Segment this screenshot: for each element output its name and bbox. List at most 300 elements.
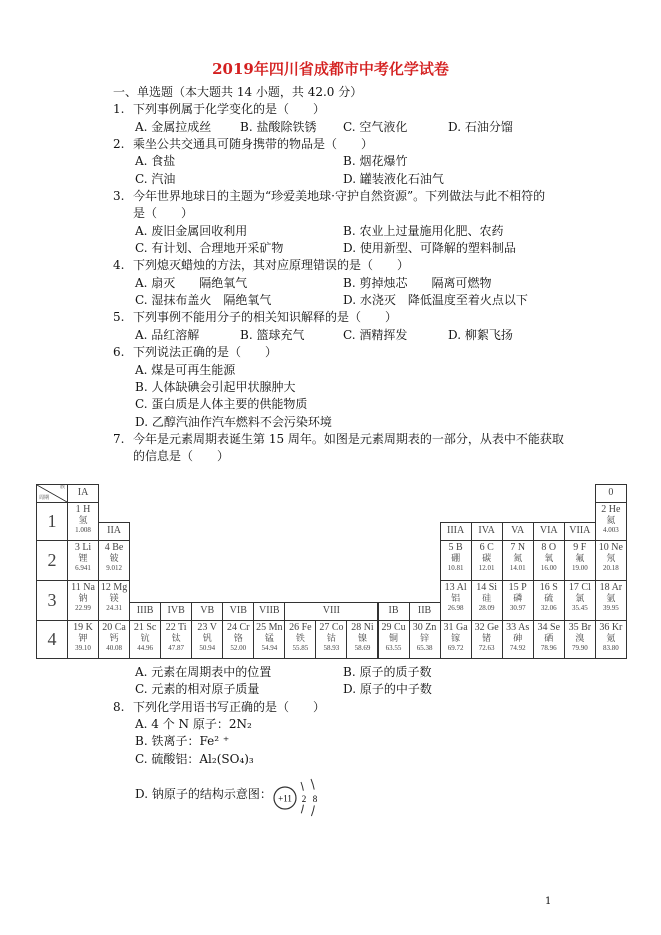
element-number-symbol [534, 622, 564, 633]
group-label: VIII [322, 605, 341, 616]
element-symbol: Br [581, 622, 592, 633]
element-name: 钒 [202, 633, 212, 643]
element-name: 氮 [513, 553, 523, 563]
element-symbol: He [608, 504, 621, 515]
atomic-mass: 14.01 [509, 564, 526, 572]
question-7 [113, 431, 573, 448]
element-cell [440, 620, 472, 659]
element-number-symbol [130, 622, 160, 633]
element-cell [564, 580, 596, 621]
group-label: IIIA [447, 525, 465, 536]
corner-cell [36, 484, 68, 503]
element-number-symbol [472, 622, 502, 633]
element-name: 钪 [140, 633, 150, 643]
element-symbol: P [521, 582, 527, 593]
question-number: 4. [113, 258, 125, 273]
element-number-symbol [192, 622, 222, 633]
element-symbol: S [552, 582, 558, 593]
element-cell [98, 620, 130, 659]
atomic-number: 32 [474, 622, 485, 633]
element-symbol: Sc [146, 622, 157, 633]
element-name: 镍 [357, 633, 367, 643]
element-cell [533, 580, 565, 621]
element-cell [595, 620, 627, 659]
element-number-symbol [68, 542, 98, 553]
element-cell [502, 620, 534, 659]
element-symbol: Ge [487, 622, 499, 633]
atomic-mass: 83.80 [602, 644, 619, 652]
element-number-symbol [596, 542, 626, 553]
element-symbol: Co [331, 622, 344, 633]
question-number: 3. [113, 189, 125, 204]
element-symbol: Mn [268, 622, 283, 633]
element-name: 钾 [78, 633, 88, 643]
element-symbol: N [517, 542, 526, 553]
atomic-mass: 50.94 [199, 644, 216, 652]
atomic-mass: 65.38 [416, 644, 433, 652]
group-header [284, 602, 378, 621]
atomic-number: 26 [289, 622, 300, 633]
group-header [222, 602, 254, 621]
period-label [36, 580, 68, 621]
option-a: A. 扇灭 隔绝氧气 [135, 275, 248, 290]
atomic-number: 4 [104, 542, 110, 553]
period-number: 3 [47, 590, 57, 610]
group-label: VIB [229, 605, 247, 616]
period-number: 1 [47, 511, 57, 531]
question-8 [113, 699, 573, 716]
question-5 [113, 309, 573, 326]
element-symbol: H [83, 504, 91, 515]
group-header [564, 522, 596, 541]
group-header [440, 522, 472, 541]
group-header [67, 484, 99, 503]
element-name: 氢 [78, 515, 88, 525]
element-symbol: Ti [178, 622, 187, 633]
question-2 [113, 136, 573, 153]
element-number-symbol [441, 582, 471, 593]
element-symbol: Be [112, 542, 124, 553]
group-label: IB [388, 605, 399, 616]
atomic-number: 23 [197, 622, 208, 633]
question-1 [113, 101, 573, 118]
element-number-symbol [68, 622, 98, 633]
element-cell [595, 540, 627, 581]
atomic-mass: 58.93 [323, 644, 340, 652]
atomic-number: 15 [508, 582, 519, 593]
option-a: A. 煤是可再生能源 [135, 362, 236, 377]
element-name: 铍 [109, 553, 119, 563]
element-symbol: F [580, 542, 587, 553]
group-label: VIIA [569, 525, 591, 536]
element-cell [440, 540, 472, 581]
element-name: 氪 [606, 633, 616, 643]
group-label: VB [200, 605, 215, 616]
element-number-symbol [565, 622, 595, 633]
element-cell [409, 620, 441, 659]
group-header [595, 484, 627, 503]
option-b: B. 人体缺碘会引起甲状腺肿大 [135, 379, 296, 394]
element-symbol: Ni [363, 622, 374, 633]
element-cell [471, 620, 503, 659]
atomic-number: 5 [448, 542, 454, 553]
element-cell [98, 540, 130, 581]
atomic-mass: 79.90 [571, 644, 588, 652]
element-cell [471, 540, 503, 581]
element-number-symbol [99, 582, 129, 593]
atomic-number: 2 [601, 504, 607, 515]
element-name: 砷 [513, 633, 523, 643]
element-cell [440, 580, 472, 621]
option-b: B. 剪掉烛芯 隔离可燃物 [343, 275, 492, 290]
option-b: B. 篮球充气 [240, 327, 305, 342]
option-b: B. 农业上过量施用化肥、农药 [343, 223, 504, 238]
option-b: B. 盐酸除铁锈 [240, 119, 317, 134]
element-symbol: Ar [611, 582, 623, 593]
option-d: D. 原子的中子数 [343, 682, 432, 697]
group-label: IA [77, 487, 89, 498]
group-label: IIA [107, 525, 122, 536]
shell-2-electrons: 8 [312, 794, 318, 805]
atomic-mass: 9.012 [106, 564, 122, 572]
atomic-mass: 12.01 [478, 564, 495, 572]
page-title: 2019年四川省成都市中考化学试卷 [212, 60, 449, 78]
element-name: 碳 [482, 553, 492, 563]
group-header [409, 602, 441, 621]
question-number: 2. [113, 137, 125, 152]
group-header [378, 602, 410, 621]
atomic-mass: 47.87 [168, 644, 185, 652]
option-d: D. 石油分馏 [448, 119, 513, 134]
atomic-mass: 35.45 [571, 604, 588, 612]
element-name: 钴 [326, 633, 336, 643]
question-number: 5. [113, 310, 125, 325]
element-cell [378, 620, 410, 659]
atomic-number: 25 [256, 622, 267, 633]
atomic-mass: 22.99 [75, 604, 91, 612]
element-number-symbol [472, 542, 502, 553]
element-symbol: C [487, 542, 494, 553]
element-name: 磷 [513, 593, 523, 603]
atomic-mass: 44.96 [137, 644, 153, 652]
question-number: 6. [113, 345, 125, 360]
element-name: 硅 [482, 593, 492, 603]
atomic-number: 13 [444, 582, 455, 593]
option-a: A. 4 个 N 原子：2N₂ [135, 717, 252, 732]
element-name: 氦 [606, 515, 616, 525]
atomic-number: 29 [381, 622, 392, 633]
element-cell [67, 620, 99, 659]
atomic-number: 33 [506, 622, 517, 633]
element-name: 氟 [575, 553, 585, 563]
element-name: 硒 [544, 633, 554, 643]
atomic-mass: 78.96 [540, 644, 557, 652]
element-number-symbol [316, 622, 346, 633]
atomic-number: 18 [599, 582, 610, 593]
element-number-symbol [347, 622, 377, 633]
element-number-symbol [441, 542, 471, 553]
group-header [160, 602, 192, 621]
atomic-number: 24 [227, 622, 238, 633]
element-cell [67, 540, 99, 581]
element-name: 锰 [264, 633, 274, 643]
element-number-symbol [596, 622, 626, 633]
element-symbol: Zn [425, 622, 437, 633]
question-text-cont: 的信息是（ ） [133, 449, 230, 464]
atomic-number: 27 [319, 622, 330, 633]
element-name: 镓 [451, 633, 461, 643]
atomic-number: 28 [351, 622, 362, 633]
atomic-number: 6 [479, 542, 485, 553]
atomic-number: 10 [598, 542, 609, 553]
atomic-mass: 6.941 [75, 564, 91, 572]
element-number-symbol [503, 542, 533, 553]
option-c: C. 酒精挥发 [343, 327, 408, 342]
atomic-mass: 58.69 [354, 644, 371, 652]
corner-group-label: 族 [59, 485, 65, 490]
element-number-symbol [472, 582, 502, 593]
atomic-number: 1 [75, 504, 81, 515]
element-number-symbol [565, 542, 595, 553]
element-number-symbol [285, 622, 315, 633]
element-name: 溴 [575, 633, 585, 643]
atomic-mass: 72.63 [478, 644, 495, 652]
questions-7-8 [113, 664, 573, 803]
element-name: 锌 [420, 633, 430, 643]
element-symbol: Cu [393, 622, 406, 633]
element-symbol: Si [488, 582, 498, 593]
group-label: VIIB [259, 605, 280, 616]
atomic-number: 11 [71, 582, 81, 593]
element-symbol: Kr [611, 622, 623, 633]
question-4 [113, 257, 573, 274]
option-c: C. 元素的相对原子质量 [135, 682, 260, 697]
section-heading: 一、单选题（本大题共 14 小题，共 42.0 分） [113, 85, 363, 99]
element-number-symbol [596, 504, 626, 515]
element-number-symbol [596, 582, 626, 593]
element-symbol: Cl [581, 582, 591, 593]
element-name: 钙 [109, 633, 119, 643]
atomic-number: 12 [100, 582, 111, 593]
element-symbol: Cr [239, 622, 250, 633]
element-number-symbol [68, 504, 98, 515]
atomic-mass: 74.92 [509, 644, 526, 652]
atomic-mass: 24.31 [106, 604, 122, 612]
question-number: 8. [113, 699, 125, 714]
element-cell [67, 502, 99, 541]
element-cell [191, 620, 223, 659]
question-text: 下列化学用语书写正确的是（ ） [133, 699, 326, 714]
element-symbol: B [456, 542, 463, 553]
element-name: 铁 [295, 633, 305, 643]
atomic-mass: 63.55 [385, 644, 402, 652]
element-cell [502, 540, 534, 581]
atomic-mass: 20.18 [602, 564, 619, 572]
group-header [98, 522, 130, 541]
question-text: 下列事例不能用分子的相关知识解释的是（ ） [133, 310, 398, 325]
option-a: A. 金属拉成丝 [135, 119, 212, 134]
atomic-mass: 26.98 [447, 604, 464, 612]
element-cell [98, 580, 130, 621]
element-cell [315, 620, 347, 659]
group-header [502, 522, 534, 541]
option-d: D. 柳絮飞扬 [448, 327, 513, 342]
question-text: 下列说法正确的是（ ） [133, 345, 278, 360]
atomic-mass: 30.97 [509, 604, 526, 612]
element-symbol: Ne [611, 542, 623, 553]
element-cell [533, 620, 565, 659]
period-label [36, 502, 68, 541]
element-number-symbol [254, 622, 284, 633]
element-cell [346, 620, 378, 659]
element-cell [253, 620, 285, 659]
option-b: B. 铁离子：Fe² ⁺ [135, 734, 230, 749]
option-d: D. 乙醇汽油作汽车燃料不会污染环境 [135, 414, 332, 429]
atomic-number: 35 [568, 622, 579, 633]
element-symbol: Li [82, 542, 92, 553]
option-a: A. 废旧金属回收利用 [135, 223, 248, 238]
element-number-symbol [565, 582, 595, 593]
question-text: 今年世界地球日的主题为“珍爱美地球·守护自然资源”。下列做法与此不相符的 [133, 189, 546, 204]
question-text: 下列事例属于化学变化的是（ ） [133, 102, 326, 117]
atomic-number: 34 [537, 622, 548, 633]
element-cell [222, 620, 254, 659]
element-name: 钛 [171, 633, 181, 643]
question-text: 今年是元素周期表诞生第 15 周年。如图是元素周期表的一部分，从表中不能获取 [133, 431, 564, 446]
atomic-number: 8 [541, 542, 547, 553]
element-number-symbol [410, 622, 440, 633]
atomic-mass: 28.09 [478, 604, 495, 612]
element-cell [595, 502, 627, 541]
element-symbol: Mg [113, 582, 128, 593]
question-text-cont: 是（ ） [133, 206, 194, 221]
group-header [191, 602, 223, 621]
group-header [533, 522, 565, 541]
atomic-number: 21 [133, 622, 144, 633]
shell-1-electrons: 2 [301, 794, 307, 805]
option-b: B. 原子的质子数 [343, 665, 432, 679]
element-name: 锂 [78, 553, 88, 563]
corner-period-label: 周期 [39, 496, 50, 501]
element-cell [564, 540, 596, 581]
atomic-mass: 55.85 [292, 644, 309, 652]
option-d: D. 使用新型、可降解的塑料制品 [343, 241, 516, 256]
element-number-symbol [223, 622, 253, 633]
element-symbol: Na [83, 582, 95, 593]
atomic-number: 19 [73, 622, 84, 633]
option-c: C. 硫酸铝：Al₂(SO₄)₃ [135, 751, 254, 766]
atomic-mass: 69.72 [447, 644, 464, 652]
element-number-symbol [503, 622, 533, 633]
element-name: 钠 [78, 593, 88, 603]
option-a: A. 元素在周期表中的位置 [135, 665, 272, 679]
option-d: D. 钠原子的结构示意图： [135, 787, 272, 802]
atomic-mass: 32.06 [540, 604, 557, 612]
element-cell [564, 620, 596, 659]
atomic-number: 36 [599, 622, 610, 633]
element-name: 硼 [451, 553, 461, 563]
element-cell [284, 620, 316, 659]
atomic-mass: 39.10 [75, 644, 91, 652]
element-symbol: As [518, 622, 530, 633]
question-number: 7. [113, 431, 125, 446]
element-cell [67, 580, 99, 621]
atomic-mass: 19.00 [571, 564, 588, 572]
element-name: 氩 [606, 593, 616, 603]
period-number: 2 [47, 550, 57, 570]
element-cell [160, 620, 192, 659]
option-c: C. 蛋白质是人体主要的供能物质 [135, 397, 308, 412]
option-c: C. 湿抹布盖火 隔绝氧气 [135, 293, 272, 308]
element-number-symbol [534, 582, 564, 593]
element-name: 镁 [109, 593, 119, 603]
atomic-mass: 54.94 [261, 644, 278, 652]
atomic-number: 30 [412, 622, 423, 633]
option-a: A. 食盐 [135, 154, 176, 169]
element-name: 硫 [544, 593, 554, 603]
element-symbol: O [548, 542, 557, 553]
element-number-symbol [99, 542, 129, 553]
atomic-number: 16 [539, 582, 550, 593]
atomic-number: 20 [102, 622, 113, 633]
question-text: 乘坐公共交通具可随身携带的物品是（ ） [133, 137, 374, 152]
group-label: VIA [539, 525, 558, 536]
period-label [36, 540, 68, 581]
option-c: C. 空气液化 [343, 119, 408, 134]
nucleus-charge: +11 [278, 793, 292, 804]
group-label: IIIB [136, 605, 154, 616]
option-d: D. 水浇灭 降低温度至着火点以下 [343, 293, 528, 308]
element-number-symbol [534, 542, 564, 553]
element-symbol: V [209, 622, 217, 633]
question-text: 下列熄灭蜡烛的方法，其对应原理错误的是（ ） [133, 258, 410, 273]
element-symbol: Se [550, 622, 561, 633]
atomic-number: 3 [74, 542, 80, 553]
element-cell [595, 580, 627, 621]
atomic-mass: 40.08 [106, 644, 122, 652]
atomic-mass: 39.95 [602, 604, 619, 612]
element-number-symbol [161, 622, 191, 633]
question-6 [113, 344, 573, 361]
group-header [129, 602, 161, 621]
element-name: 铬 [233, 633, 243, 643]
element-name: 氧 [544, 553, 554, 563]
atomic-number: 14 [476, 582, 487, 593]
element-number-symbol [441, 622, 471, 633]
element-name: 铜 [389, 633, 399, 643]
element-cell [502, 580, 534, 621]
sodium-atom-structure-diagram [271, 778, 331, 818]
question-number: 1. [113, 102, 125, 117]
element-number-symbol [503, 582, 533, 593]
element-number-symbol [99, 622, 129, 633]
group-label: IIB [417, 605, 432, 616]
option-c: C. 汽油 [135, 171, 176, 186]
group-label: 0 [608, 487, 614, 498]
atomic-mass: 1.008 [75, 526, 91, 534]
period-label [36, 620, 68, 659]
element-name: 锗 [482, 633, 492, 643]
atomic-mass: 16.00 [540, 564, 557, 572]
option-d: D. 罐装液化石油气 [343, 171, 444, 186]
element-cell [533, 540, 565, 581]
atomic-number: 9 [573, 542, 579, 553]
group-label: IVB [167, 605, 185, 616]
option-c: C. 有计划、合理地开采矿物 [135, 241, 284, 256]
group-header [471, 522, 503, 541]
element-cell [129, 620, 161, 659]
atomic-number: 17 [568, 582, 579, 593]
